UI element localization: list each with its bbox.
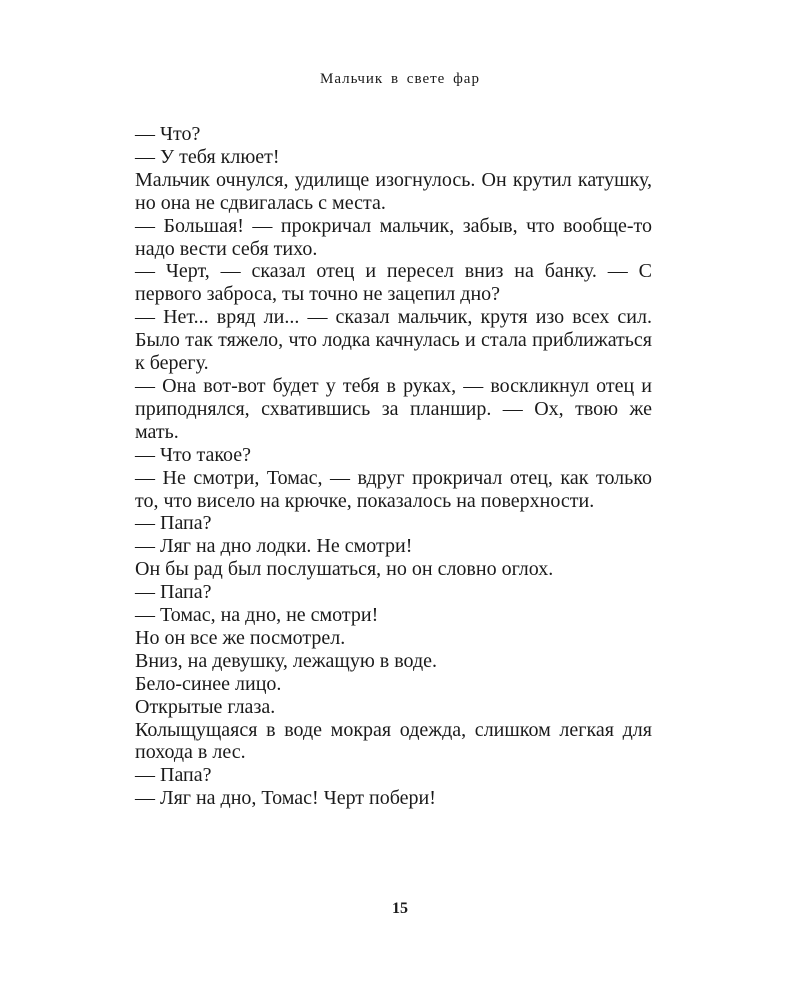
paragraph: — Она вот-вот будет у тебя в руках, — воскликнул отец и приподнялся, схватившись за планшир. — Ох, твою же мать.: [135, 374, 652, 443]
paragraph: — Ляг на дно лодки. Не смотри!: [135, 535, 413, 558]
paragraph: — Папа?: [135, 512, 212, 535]
paragraph: — Большая! — прокричал мальчик, забыв, что вообще-то надо вести себя тихо.: [135, 214, 652, 260]
paragraph: — Что?: [135, 123, 201, 145]
paragraph: Он бы рад был послушаться, но он словно оглох.: [135, 558, 554, 581]
paragraph: Открытые глаза.: [135, 695, 276, 718]
paragraph: — У тебя клюет!: [135, 145, 280, 168]
paragraph: Вниз, на девушку, лежащую в воде.: [135, 649, 437, 672]
running-head: Мальчик в свете фар: [320, 71, 480, 87]
paragraph: — Томас, на дно, не смотри!: [135, 604, 379, 627]
paragraph: — Что такое?: [135, 443, 252, 466]
paragraph: Колыщущаяся в воде мокрая одежда, слишком легкая для похода в лес.: [135, 718, 652, 764]
paragraph: Мальчик очнулся, удилище изогнулось. Он крутил катушку, но она не сдвигалась с места.: [135, 168, 652, 214]
body-text: [135, 123, 652, 810]
paragraph: — Нет... вряд ли... — сказал мальчик, крутя изо всех сил. Было так тяжело, что лодка качнулась и стала приближаться к берегу.: [135, 306, 652, 375]
page-number: 15: [392, 900, 408, 917]
paragraph: Бело-синее лицо.: [135, 672, 282, 695]
paragraph: — Папа?: [135, 764, 212, 787]
paragraph: — Папа?: [135, 581, 212, 604]
paragraph: — Не смотри, Томас, — вдруг прокричал отец, как только то, что висело на крючке, показалось на поверхности.: [135, 466, 652, 512]
paragraph: — Черт, — сказал отец и пересел вниз на банку. — С первого заброса, ты точно не зацепил дно?: [135, 260, 652, 306]
paragraph: — Ляг на дно, Томас! Черт побери!: [135, 787, 436, 810]
paragraph: Но он все же посмотрел.: [135, 626, 346, 649]
